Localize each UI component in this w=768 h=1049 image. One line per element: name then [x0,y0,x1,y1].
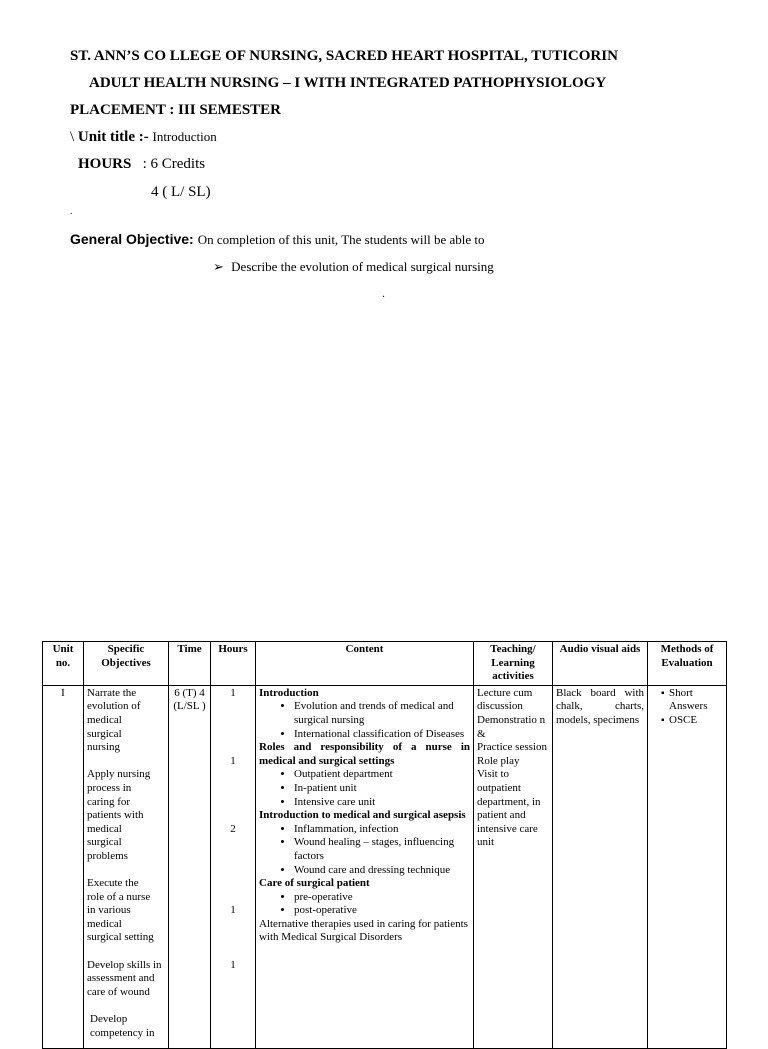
stray-dot-1: . [70,206,73,216]
list-item: ▪ Short Answers [661,687,723,714]
list-item: • Intensive care unit [294,796,470,810]
col-header-evaluation: Methods of Evaluation [648,642,727,686]
teaching-1: Lecture cum discussion [477,686,533,713]
content-section-title: Introduction to medical and surgical asepsis [259,809,466,822]
content-list [259,891,470,918]
list-item: • Outpatient department [294,768,470,782]
hours-label: HOURS [78,156,132,172]
teaching-5: Visit to outpatient department, in patient and intensive care unit [477,768,541,849]
unit-prefix: \ [70,129,78,145]
list-item: • Inflammation, infection [294,823,470,837]
hours-1: 1 [230,686,236,699]
cell-teaching [474,685,553,1048]
general-objective-text: On completion of this unit, The students will be able to [197,232,485,247]
hours-line-2: 4 ( L/ SL) [151,184,211,200]
objective-bullet-text: Describe the evolution of medical surgical nursing [231,259,494,274]
content-section-title: Roles and responsibility of a nurse in medical and surgical settings [259,741,470,767]
hours-value: : 6 Credits [142,156,206,172]
content-list [259,823,470,877]
av-aids-text: Black board with chalk, charts, models, specimens [556,686,644,726]
objective-2: Apply nursing process in caring for patients with medical surgical problems [87,768,151,862]
general-objective [70,231,485,249]
unit-title-label: Unit title :- [77,129,149,145]
col-header-unit: Unit no. [43,642,84,686]
time-value: 6 (T) 4 (L/SL ) [173,686,206,713]
college-title: ST. ANN’S CO LLEGE OF NURSING, SACRED HEART HOSPITAL, TUTICORIN [70,48,618,64]
cell-evaluation [648,685,727,1048]
content-section-title: Introduction [259,686,319,699]
cell-hours [211,685,256,1048]
unit-title-line [70,129,217,146]
unit-title-value: Introduction [152,129,217,144]
col-header-hours: Hours [211,642,256,686]
teaching-3: Practice session [477,741,547,754]
hours-2: 1 [230,754,236,767]
list-item: • Wound healing – stages, influencing factors [294,836,470,863]
objective-1: Narrate the evolution of medical surgical nursing [87,686,141,754]
objective-3: Execute the role of a nurse in various medical surgical setting [87,877,154,944]
list-item: • pre-operative [294,891,470,905]
list-item: • International classification of Diseases [294,728,470,742]
stray-dot-2: . [382,286,385,300]
teaching-4: Role play [477,754,520,767]
col-header-objectives: Specific Objectives [84,642,169,686]
cell-time [169,685,211,1048]
list-item: ▪ OSCE [661,714,723,728]
table-row [43,685,727,1048]
col-header-teaching: Teaching/ Learning activities [474,642,553,686]
placement-line: PLACEMENT : III SEMESTER [70,102,282,118]
list-item: • Evolution and trends of medical and surgical nursing [294,700,470,727]
content-section-title: Care of surgical patient [259,877,370,890]
course-title: ADULT HEALTH NURSING – I WITH INTEGRATED PATHOPHYSIOLOGY [89,75,607,91]
cell-av-aids [553,685,648,1048]
general-objective-label: General Objective: [70,231,194,247]
col-header-time: Time [169,642,211,686]
col-header-content: Content [256,642,474,686]
col-header-av: Audio visual aids [553,642,648,686]
hours-3: 2 [230,822,236,835]
evaluation-list [651,687,723,728]
hours-5: 1 [230,958,236,971]
arrow-bullet-icon: ➢ [213,259,224,274]
hours-4: 1 [230,904,236,917]
list-item: • post-operative [294,904,470,918]
list-item: • In-patient unit [294,782,470,796]
content-closing-text: Alternative therapies used in caring for patients with Medical Surgical Disorders [259,917,468,944]
list-item: • Wound care and dressing technique [294,864,470,878]
cell-content [256,685,474,1048]
table-header-row [43,642,727,686]
objective-5: Develop competency in [90,1013,155,1039]
objective-bullet [213,259,494,275]
cell-unit-no: I [43,685,84,1048]
syllabus-table [42,641,727,1049]
content-list [259,768,470,809]
objective-4: Develop skills in assessment and care of wound [87,958,162,998]
hours-line [78,156,205,173]
teaching-2: Demonstratio n & [477,713,546,740]
cell-objectives [84,685,169,1048]
content-list [259,700,470,741]
